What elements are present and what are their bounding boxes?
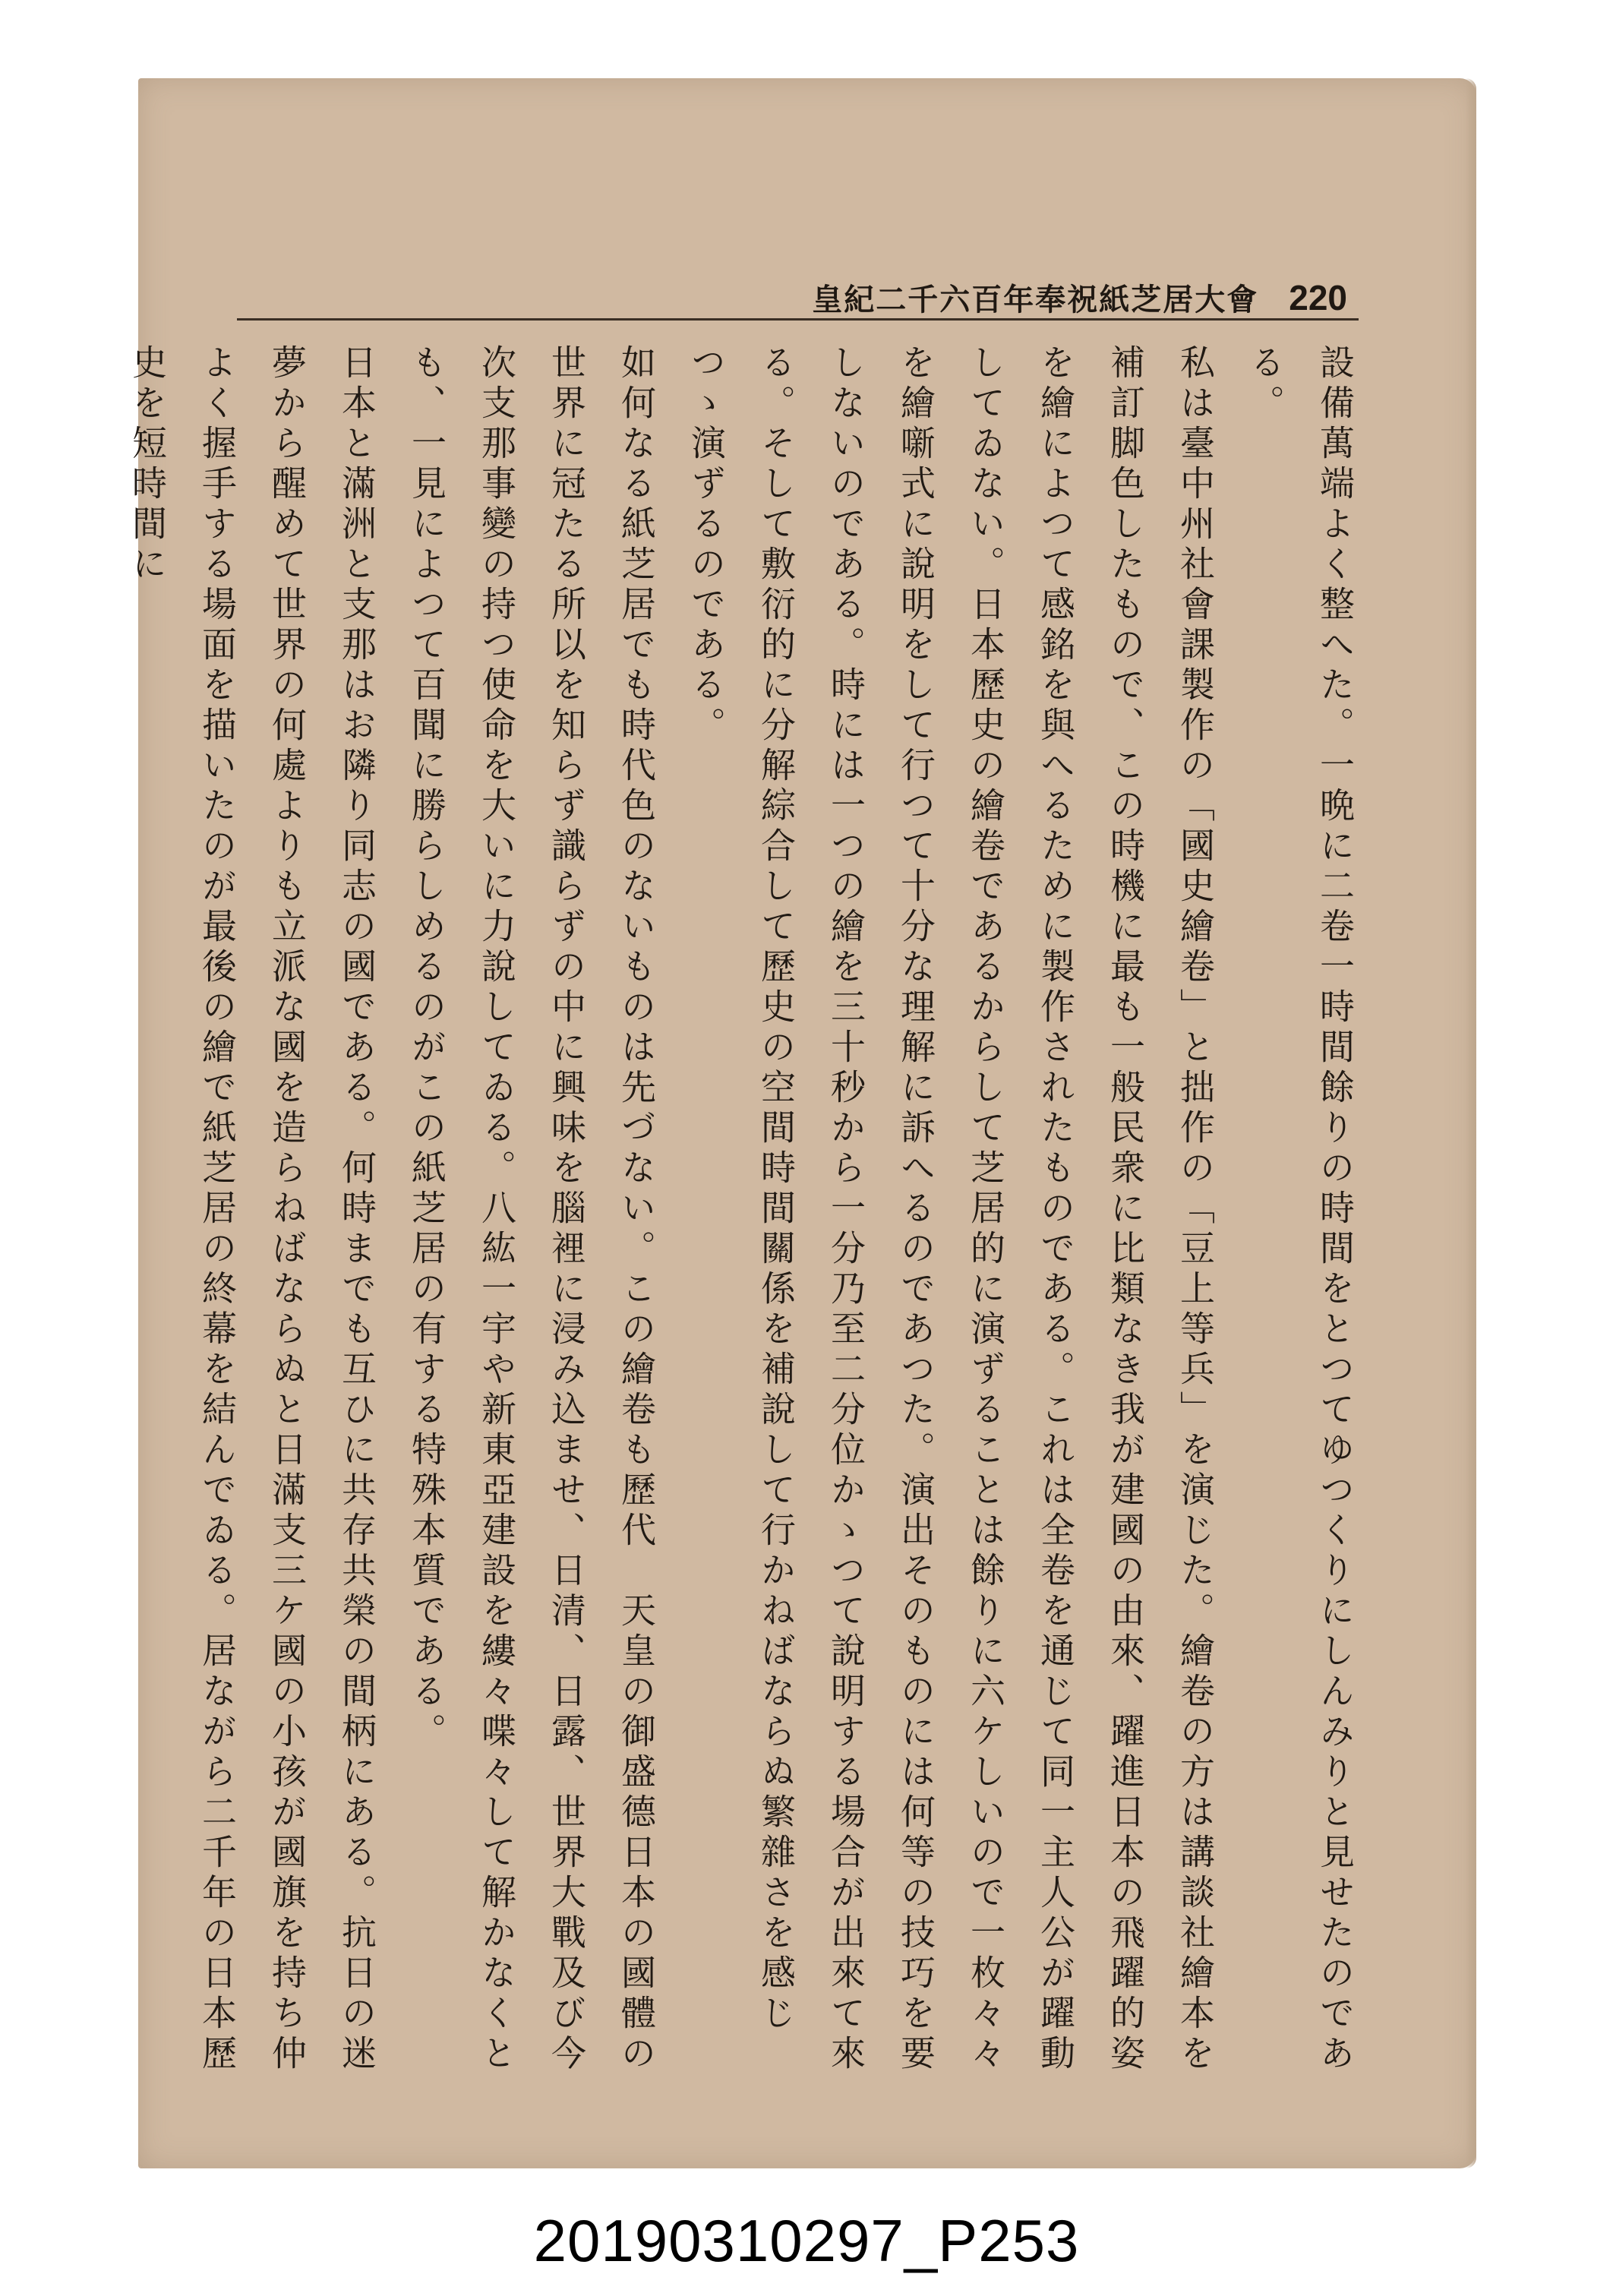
page-edge-shadow [1466, 78, 1476, 2168]
paragraph: 日本と滿洲と支那はお隣り同志の國である。何時までも互ひに共存共榮の間柄にある。抗日の迷夢から醒めて世界の何處よりも立派な國を造らねばならぬと日滿支三ケ國の小孩が國旗を持ち仲よく握手する場面を描いたのが最後の繪で紙芝居の終幕を結んでゐる。居ながら二千年の日本歷史を短時間に [127, 344, 377, 2075]
paragraph: 設備萬端よく整へた。一晩に二卷一時間餘りの時間をとつてゆつくりにしんみりと見せたのである。 [1245, 344, 1356, 2075]
header-rule [237, 318, 1359, 321]
body-text [127, 344, 1370, 2091]
paragraph: 如何なる紙芝居でも時代色のないものは先づない。この繪卷も歷代 天皇の御盛德日本の國體の世界に冠たる所以を知らず識らずの中に興味を腦裡に浸み込ませ、日清、日露、世界大戰及び今次支那事變の持つ使命を大いに力說してゐる。八紘一宇や新東亞建設を縷々喋々して解かなくとも、一見によつて百聞に勝らしめるのがこの紙芝居の有する特殊本質である。 [406, 344, 657, 2075]
running-head [812, 276, 1347, 319]
paragraph: 私は臺中州社會課製作の「國史繪卷」と拙作の「豆上等兵」を演じた。繪卷の方は講談社繪本を補訂脚色したもので、この時機に最も一般民衆に比類なき我が建國の由來、躍進日本の飛躍的姿を繪によつて感銘を與へるために製作されたものである。これは全卷を通じて同一主人公が躍動してゐない。日本歷史の繪卷であるからして芝居的に演ずることは餘りに六ケしいので一枚々々を繪噺式に說明をして行つて十分な理解に訴へるのであつた。演出そのものには何等の技巧を要しないのである。時には一つの繪を三十秒から一分乃至二分位かゝつて說明する場合が出來て來る。そして敷衍的に分解綜合して歷史の空間時間關係を補說して行かねばならぬ繁雜さを感じつゝ演ずるのである。 [686, 344, 1216, 2075]
running-head-title: 皇紀二千六百年奉祝紙芝居大會 [812, 282, 1259, 317]
image-caption: 20190310297_P253 [533, 2207, 1080, 2274]
book-page [127, 78, 1476, 2168]
page-number: 220 [1289, 277, 1347, 317]
